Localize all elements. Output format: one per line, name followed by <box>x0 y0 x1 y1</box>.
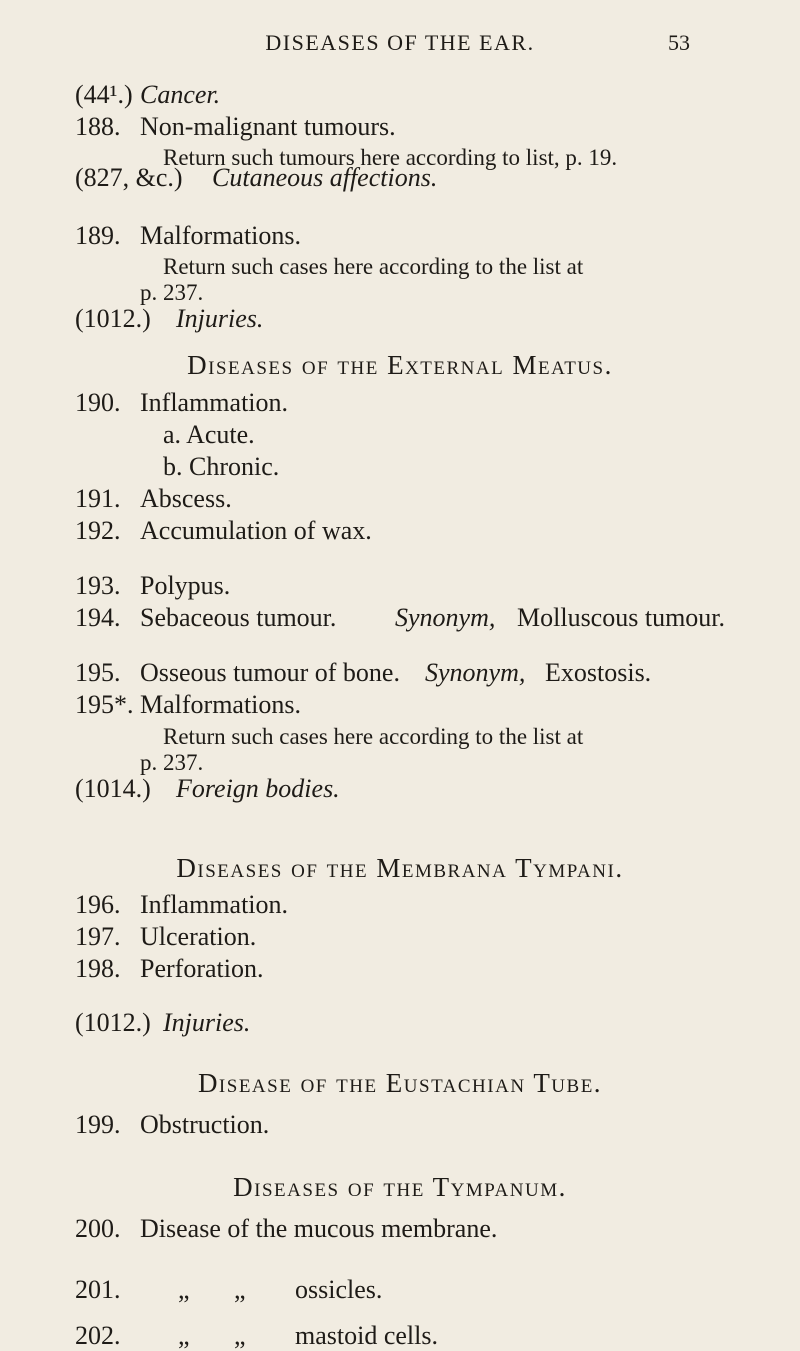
entry-number: 198. <box>75 954 121 983</box>
entry-text: Disease of the mucous membrane. <box>140 1214 498 1243</box>
entry-text: Obstruction. <box>140 1110 270 1139</box>
ditto-marks: „ „ <box>178 1275 246 1304</box>
entry-text: Inflammation. <box>140 388 289 417</box>
entry-number: 191. <box>75 484 121 513</box>
entry-number: 196. <box>75 890 121 919</box>
synonym-text: Exostosis. <box>545 658 652 687</box>
entry-subitem: b. Chronic. <box>163 452 280 481</box>
entry-note: Return such tumours here according to list, p. 19. <box>163 145 618 170</box>
entry-number: 195*. <box>75 690 134 719</box>
synonym-label: Synonym, <box>395 603 496 632</box>
section-title-external-meatus: Diseases of the External Meatus. <box>187 350 613 380</box>
entry-number: 201. <box>75 1275 121 1304</box>
entry-text: Polypus. <box>140 571 231 600</box>
entry-number: (1012.) <box>75 304 151 333</box>
entry-text: Cutaneous affections. <box>212 163 438 192</box>
running-title: DISEASES OF THE EAR. <box>265 30 535 55</box>
entry-number: 199. <box>75 1110 121 1139</box>
entry-number: 200. <box>75 1214 121 1243</box>
entry-text: ossicles. <box>295 1275 383 1304</box>
entry-text: Non-malignant tumours. <box>140 112 396 141</box>
entry-text: Malformations. <box>140 690 302 719</box>
synonym-label: Synonym, <box>425 658 526 687</box>
entry-number: 192. <box>75 516 121 545</box>
entry-text: Ulceration. <box>140 922 257 951</box>
entry-number: 197. <box>75 922 121 951</box>
entry-text: Accumulation of wax. <box>140 516 372 545</box>
entry-number: 190. <box>75 388 121 417</box>
entry-text: Malformations. <box>140 221 302 250</box>
entry-number: 194. <box>75 603 121 632</box>
entry-number: (44¹.) <box>75 80 133 109</box>
section-title-tympanum: Diseases of the Tympanum. <box>233 1172 567 1202</box>
entry-text: Cancer. <box>140 80 221 109</box>
entry-text: Perforation. <box>140 954 264 983</box>
entry-number: 202. <box>75 1321 121 1350</box>
entry-text: mastoid cells. <box>295 1321 438 1350</box>
entry-note: p. 237. <box>140 750 204 775</box>
entry-number: 189. <box>75 221 121 250</box>
entry-text: Injuries. <box>163 1008 251 1037</box>
entry-text: Abscess. <box>140 484 232 513</box>
section-title-membrana-tympani: Diseases of the Membrana Tympani. <box>176 853 624 883</box>
entry-number: (827, &c.) <box>75 163 183 192</box>
ditto-marks: „ „ <box>178 1321 246 1350</box>
entry-number: (1012.) <box>75 1008 151 1037</box>
entry-note: p. 237. <box>140 280 204 305</box>
section-title-eustachian-tube: Disease of the Eustachian Tube. <box>197 1068 603 1098</box>
entry-text: Sebaceous tumour. <box>140 603 337 632</box>
entry-note: Return such cases here according to the list at <box>163 254 584 279</box>
entry-note: Return such cases here according to the list at <box>163 724 584 749</box>
page-number: 53 <box>668 30 690 55</box>
entry-text: Injuries. <box>176 304 264 333</box>
entry-text: Inflammation. <box>140 890 289 919</box>
entry-subitem: a. Acute. <box>163 420 255 449</box>
synonym-text: Molluscous tumour. <box>517 603 726 632</box>
entry-text: Foreign bodies. <box>176 774 340 803</box>
entry-number: 188. <box>75 112 121 141</box>
entry-number: 193. <box>75 571 121 600</box>
entry-number: (1014.) <box>75 774 151 803</box>
entry-text: Osseous tumour of bone. <box>140 658 400 687</box>
entry-number: 195. <box>75 658 121 687</box>
